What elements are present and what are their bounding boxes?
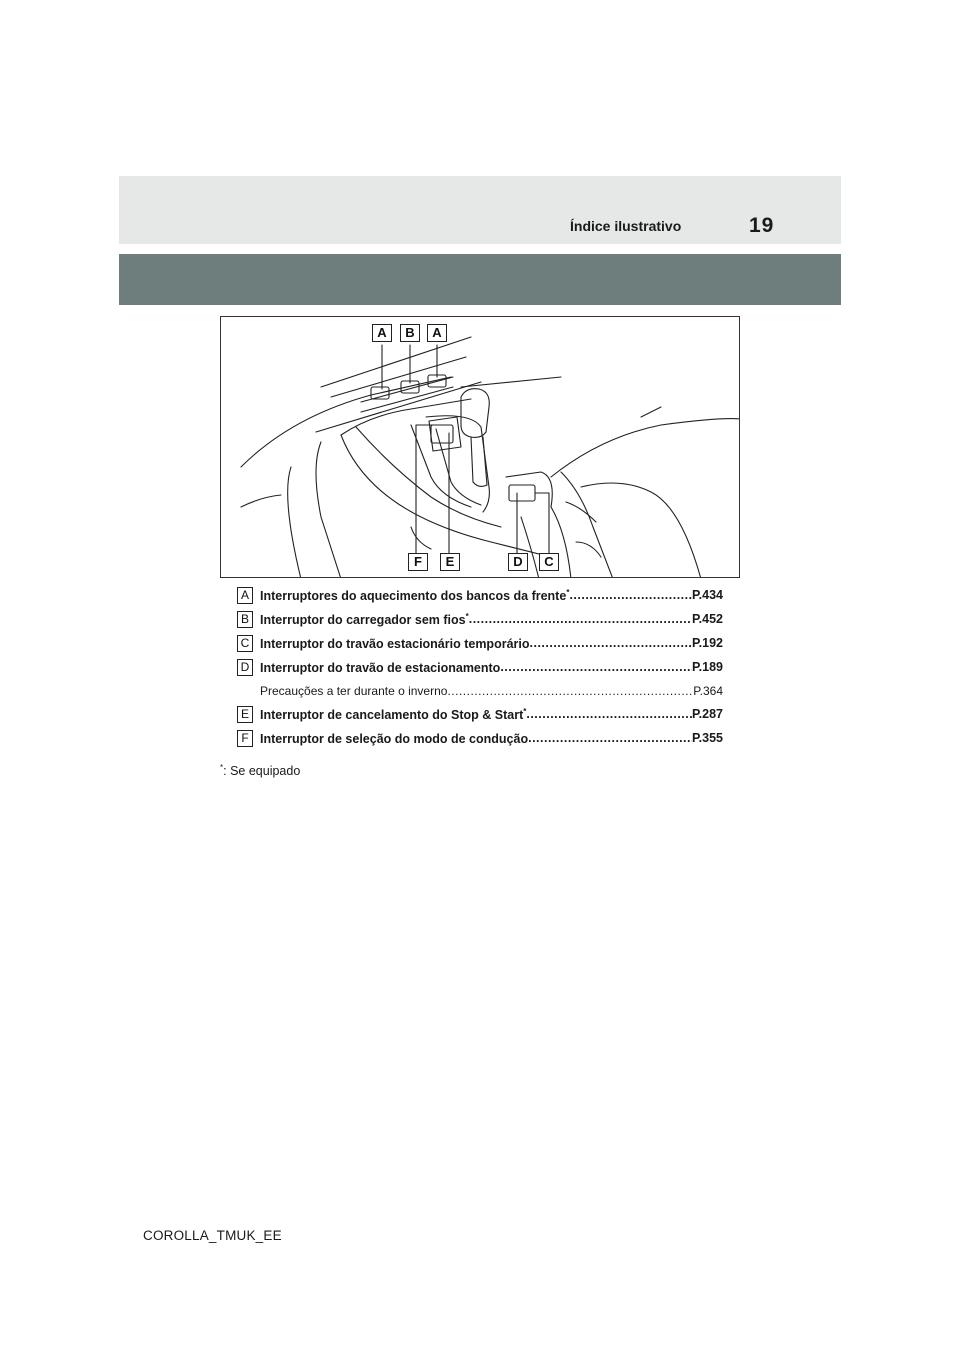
dot-leader [530, 636, 692, 651]
legend-line [260, 684, 723, 698]
legend-item [237, 657, 723, 681]
page-reference-link[interactable]: P.355 [691, 731, 723, 745]
legend-line [260, 612, 723, 627]
header-band [119, 176, 841, 244]
legend-label: Interruptor do travão de estacionamento [260, 661, 501, 676]
legend-tag: C [237, 635, 253, 652]
footnote-marker: * [220, 763, 224, 772]
dot-leader [569, 588, 692, 603]
page-reference-link[interactable]: P.192 [691, 636, 723, 650]
footnote-text: : Se equipado [223, 764, 301, 779]
page-reference-link[interactable]: P.434 [691, 588, 723, 602]
legend-line [260, 707, 723, 722]
callout-top-b: B [400, 324, 420, 342]
legend-label: Interruptor do carregador sem fios* [260, 612, 469, 628]
callout-top-a-right: A [427, 324, 447, 342]
legend-line [260, 660, 723, 675]
legend-tag: E [237, 706, 253, 723]
legend-list [237, 585, 723, 752]
legend-label: Interruptor de cancelamento do Stop & Start* [260, 707, 527, 723]
legend-label: Interruptor do travão estacionário temporário [260, 637, 530, 652]
legend-line [260, 588, 723, 603]
dot-leader [447, 684, 693, 698]
legend-tag: B [237, 611, 253, 628]
callout-top-a-left: A [372, 324, 392, 342]
page-reference-link[interactable]: P.189 [691, 660, 723, 674]
document-code: COROLLA_TMUK_EE [143, 1228, 282, 1243]
legend-item [237, 585, 723, 609]
legend-item [237, 609, 723, 633]
legend-tag: F [237, 730, 253, 747]
page-number: 19 [749, 214, 775, 237]
section-bar [119, 254, 841, 305]
legend-item [237, 633, 723, 657]
center-console-drawing [221, 317, 740, 578]
dot-leader [526, 707, 692, 722]
page-reference-link[interactable]: P.287 [691, 707, 723, 721]
console-illustration [220, 316, 740, 578]
page-reference-link[interactable]: P.364 [693, 684, 723, 698]
callout-bottom-e: E [440, 553, 460, 571]
dot-leader [469, 612, 692, 627]
legend-label: Precauções a ter durante o inverno [260, 684, 448, 698]
section-title: Índice ilustrativo [570, 218, 682, 234]
callout-bottom-f: F [408, 553, 428, 571]
footnote [220, 763, 300, 778]
legend-line [260, 731, 723, 746]
page-reference-link[interactable]: P.452 [691, 612, 723, 626]
legend-item [237, 704, 723, 728]
callout-bottom-c: C [539, 553, 559, 571]
legend-label: Interruptor de seleção do modo de condução [260, 732, 529, 747]
legend-tag: A [237, 587, 253, 604]
legend-label: Interruptores do aquecimento dos bancos da frente* [260, 588, 570, 604]
legend-subitem [237, 681, 723, 704]
dot-leader [500, 660, 692, 675]
callout-bottom-d: D [508, 553, 528, 571]
legend-tag: D [237, 659, 253, 676]
dot-leader [528, 731, 692, 746]
legend-item [237, 728, 723, 752]
legend-line [260, 636, 723, 651]
